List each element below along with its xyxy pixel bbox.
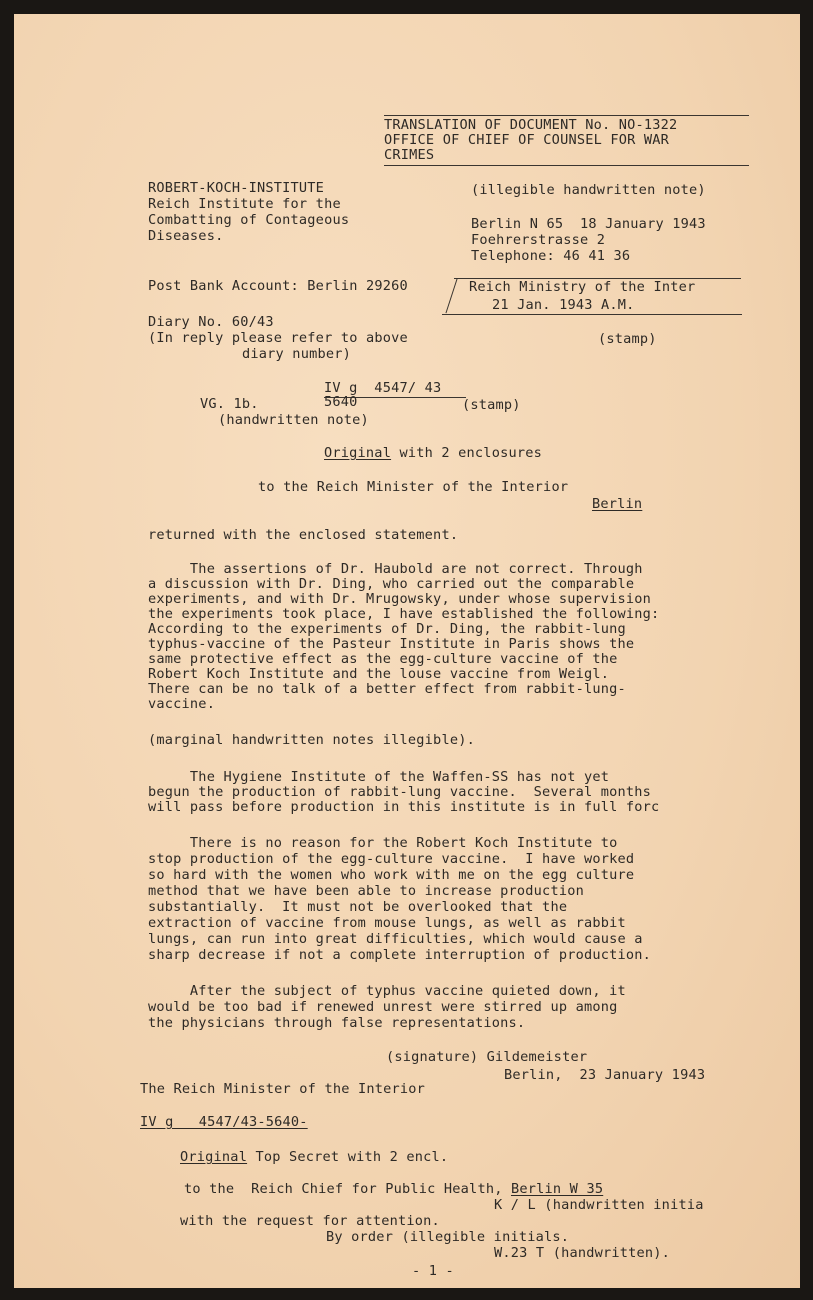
para3-line-5: substantially. It must not be overlooked that the — [148, 899, 568, 915]
header-rule-top — [384, 115, 749, 116]
diary-line-2: (In reply please refer to above — [148, 330, 408, 346]
header-title-line-2: OFFICE OF CHIEF OF COUNSEL FOR WAR — [384, 132, 670, 148]
to-reich-chief-prefix: to the Reich Chief for Public Health, — [184, 1181, 511, 1197]
signature-date: Berlin, 23 January 1943 — [504, 1067, 706, 1083]
sender-line-3: Combatting of Contageous — [148, 212, 350, 228]
request-attention: with the request for attention. — [180, 1213, 440, 1229]
ministry-stamp-line-2: 21 Jan. 1943 A.M. — [492, 297, 635, 313]
sender-line-1: ROBERT-KOCH-INSTITUTE — [148, 180, 325, 196]
sender-line-2: Reich Institute for the — [148, 196, 341, 212]
ref-handwritten-note: (handwritten note) — [218, 412, 369, 428]
original-line — [324, 446, 542, 461]
para1-line-8: Robert Koch Institute and the louse vaccine from Weigl. — [148, 666, 610, 682]
header-title-line-1: TRANSLATION OF DOCUMENT No. NO-1322 — [384, 117, 678, 133]
ministry-stamp-line-1: Reich Ministry of the Inter — [469, 279, 696, 295]
to-reich-minister: to the Reich Minister of the Interior — [258, 479, 569, 495]
reich-minister-interior: The Reich Minister of the Interior — [140, 1081, 426, 1097]
original-word: Original — [324, 445, 392, 461]
post-bank-account: Post Bank Account: Berlin 29260 — [148, 278, 408, 294]
berlin-address: Berlin — [592, 496, 643, 512]
ref-number-bottom: 5640 — [324, 394, 358, 410]
header-rule-bottom — [384, 165, 749, 166]
para2-line-2: begun the production of rabbit-lung vaccine. Several months — [148, 784, 652, 800]
address-line-2: Foehrerstrasse 2 — [471, 232, 606, 248]
returned-statement: returned with the enclosed statement. — [148, 527, 459, 543]
para3-line-3: so hard with the women who work with me on the egg culture — [148, 867, 635, 883]
original-top-secret — [180, 1150, 448, 1165]
original-rest: with 2 enclosures — [391, 445, 542, 461]
diary-line-3: diary number) — [242, 346, 351, 362]
para3-line-8: sharp decrease if not a complete interruption of production. — [148, 947, 652, 963]
para3-line-4: method that we have been able to increase production — [148, 883, 584, 899]
kl-initials: K / L (handwritten initia — [494, 1197, 704, 1213]
para1-line-4: the experiments took place, I have established the following: — [148, 606, 660, 622]
para3-line-1: There is no reason for the Robert Koch Institute to — [148, 835, 618, 851]
original2-word: Original — [180, 1149, 248, 1165]
diary-line-1: Diary No. 60/43 — [148, 314, 274, 330]
signature: (signature) Gildemeister — [386, 1049, 588, 1065]
reference-number-2: IV g 4547/43-5640- — [140, 1114, 308, 1130]
w23-handwritten: W.23 T (handwritten). — [494, 1245, 671, 1261]
para3-line-7: lungs, can run into great difficulties, which would cause a — [148, 931, 643, 947]
para1-line-5: According to the experiments of Dr. Ding, the rabbit-lung — [148, 621, 626, 637]
para1-line-6: typhus-vaccine of the Pasteur Institute in Paris shows the — [148, 636, 635, 652]
header-title-line-3: CRIMES — [384, 147, 435, 163]
para1-line-3: experiments, and with Dr. Mrugowsky, under whose supervision — [148, 591, 652, 607]
para4-line-1: After the subject of typhus vaccine quieted down, it — [148, 983, 626, 999]
sender-line-4: Diseases. — [148, 228, 224, 244]
to-reich-chief — [184, 1182, 603, 1197]
para1-line-2: a discussion with Dr. Ding, who carried out the comparable — [148, 576, 635, 592]
berlin-w35: Berlin W 35 — [510, 1181, 604, 1197]
marginal-note: (marginal handwritten notes illegible). — [148, 732, 475, 748]
ministry-stamp-slash — [445, 279, 457, 314]
address-line-3: Telephone: 46 41 36 — [471, 248, 631, 264]
para1-line-1: The assertions of Dr. Haubold are not correct. Through — [148, 561, 643, 577]
para2-line-3: will pass before production in this institute is in full forc — [148, 799, 660, 815]
para3-line-6: extraction of vaccine from mouse lungs, as well as rabbit — [148, 915, 626, 931]
ministry-stamp-rule-bottom — [442, 314, 742, 315]
ref-number-top: IV g 4547/ 43 — [324, 380, 442, 396]
ref-stamp: (stamp) — [462, 397, 521, 413]
original2-rest: Top Secret with 2 encl. — [247, 1149, 449, 1165]
by-order: By order (illegible initials. — [326, 1229, 570, 1245]
handwritten-note-top: (illegible handwritten note) — [471, 182, 706, 198]
para3-line-2: stop production of the egg-culture vaccine. I have worked — [148, 851, 635, 867]
page-number: - 1 - — [412, 1263, 454, 1279]
para2-line-1: The Hygiene Institute of the Waffen-SS has not yet — [148, 769, 610, 785]
stamp-label-1: (stamp) — [598, 331, 657, 347]
para4-line-2: would be too bad if renewed unrest were stirred up among — [148, 999, 618, 1015]
para4-line-3: the physicians through false representations. — [148, 1015, 526, 1031]
document-page — [14, 14, 800, 1288]
para1-line-9: There can be no talk of a better effect from rabbit-lung- — [148, 681, 626, 697]
ref-vg: VG. 1b. — [200, 396, 259, 412]
address-line-1: Berlin N 65 18 January 1943 — [471, 216, 706, 232]
para1-line-7: same protective effect as the egg-culture vaccine of the — [148, 651, 618, 667]
para1-line-10: vaccine. — [148, 696, 216, 712]
